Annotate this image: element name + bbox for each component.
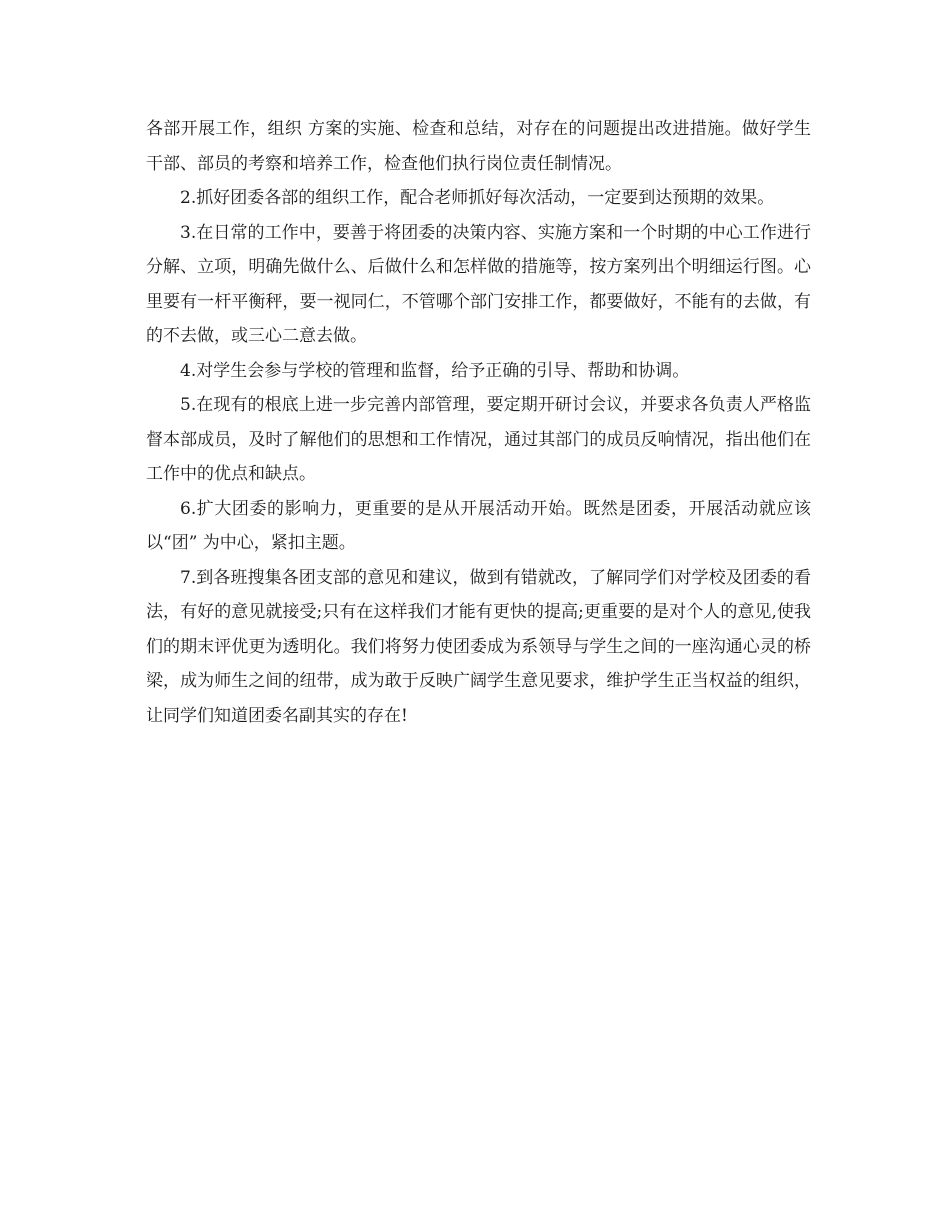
paragraph-item-7: 7.到各班搜集各团支部的意见和建议，做到有错就改，了解同学们对学校及团委的看法，有好的意见就接受;只有在这样我们才能有更快的提高;更重要的是对个人的意见,使我们的期末评优更为透明化。我们将努力使团委成为系领导与学生之间的一座沟通心灵的桥梁，成为师生之间的纽带，成为敢于反映广阔学生意见要求，维护学生正当权益的组织，让同学们知道团委名副其实的存在! (146, 567, 811, 726)
paragraph-item-5: 5.在现有的根底上进一步完善内部管理，要定期开研讨会议，并要求各负责人严格监督本部成员，及时了解他们的思想和工作情况，通过其部门的成员反响情况，指出他们在工作中的优点和缺点。 (146, 395, 811, 484)
paragraph-item-3: 3.在日常的工作中，要善于将团委的决策内容、实施方案和一个时期的中心工作进行分解、立项，明确先做什么、后做什么和怎样做的措施等，按方案列出个明细运行图。心里要有一杆平衡秤，要一视同仁，不管哪个部门安排工作，都要做好，不能有的去做，有的不去做，或三心二意去做。 (146, 222, 811, 346)
paragraph-item-4: 4.对学生会参与学校的管理和监督，给予正确的引导、帮助和协调。 (180, 360, 690, 381)
paragraph-continuation: 各部开展工作，组织 方案的实施、检查和总结，对存在的问题提出改进措施。做好学生干部、部员的考察和培养工作，检查他们执行岗位责任制情况。 (146, 119, 811, 174)
paragraph-item-2: 2.抓好团委各部的组织工作，配合老师抓好每次活动，一定要到达预期的效果。 (180, 188, 775, 208)
paragraph-item-6: 6.扩大团委的影响力，更重要的是从开展活动开始。既然是团委，开展活动就应该以“团” 为中心，紧扣主题。 (146, 498, 811, 553)
document-body (146, 112, 811, 733)
